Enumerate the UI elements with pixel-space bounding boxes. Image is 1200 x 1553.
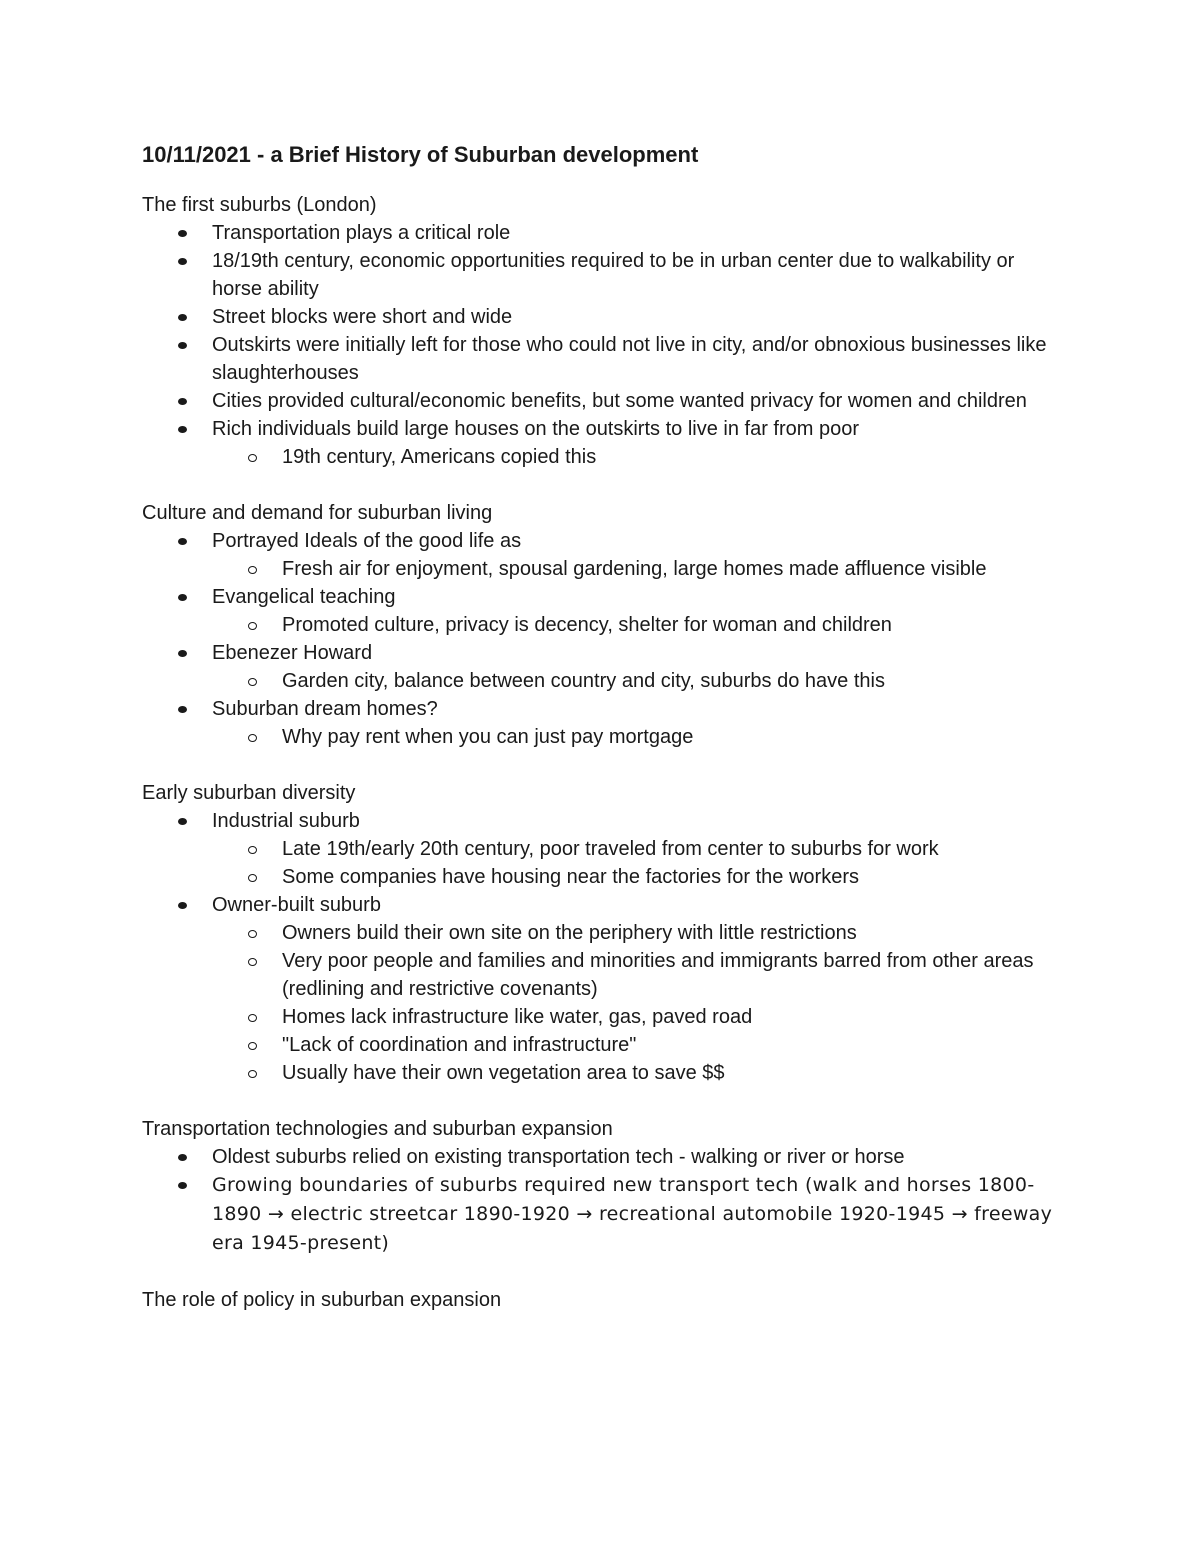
sub-list-item [212,1059,1062,1087]
hollow-bullet-icon [248,1014,257,1022]
list-item [142,695,1062,751]
sub-list-item [212,863,1062,891]
bullet-list [142,807,1062,1087]
bullet-icon [178,818,187,825]
list-item-text: Growing boundaries of suburbs required new transport tech (walk and horses 1800-1890 → electric streetcar 1890-1920 → recreational automobile 1920-1945 → freeway era 1945-present) [212,1174,1053,1254]
list-item-text: Ebenezer Howard [212,642,373,664]
section-heading: Early suburban diversity [142,782,356,804]
bullet-list [142,527,1062,751]
list-item-text: Owner-built suburb [212,894,381,916]
bullet-icon [178,1182,187,1189]
bullet-icon [178,426,187,433]
hollow-bullet-icon [248,846,257,854]
notes-section [142,1115,1062,1258]
sub-list-item [212,1003,1062,1031]
sub-list-item [212,555,1062,583]
sub-list-item-text: Why pay rent when you can just pay mortgage [282,726,694,748]
sub-list-item-text: Some companies have housing near the factories for the workers [282,866,859,888]
sub-list-item [212,723,1062,751]
sub-list-item-text: Promoted culture, privacy is decency, shelter for woman and children [282,614,892,636]
hollow-bullet-icon [248,678,257,686]
list-item [142,387,1062,415]
bullet-icon [178,706,187,713]
list-item-text: Evangelical teaching [212,586,396,608]
sub-list-item-text: Usually have their own vegetation area to save $$ [282,1062,725,1084]
list-item-text: Rich individuals build large houses on the outskirts to live in far from poor [212,418,859,440]
hollow-bullet-icon [248,958,257,966]
list-item [142,527,1062,583]
list-item [142,303,1062,331]
sub-list-item-text: Owners build their own site on the periphery with little restrictions [282,922,857,944]
hollow-bullet-icon [248,566,257,574]
sub-list-item [212,947,1062,1003]
list-item [142,415,1062,471]
list-item-text: Cities provided cultural/economic benefits, but some wanted privacy for women and children [212,390,1027,412]
list-item-text: Outskirts were initially left for those who could not live in city, and/or obnoxious businesses like slaughterhouses [212,334,1047,384]
notes-section [142,499,1062,751]
notes-section [142,779,1062,1087]
notes-section [142,191,1062,471]
sub-list-item-text: Late 19th/early 20th century, poor traveled from center to suburbs for work [282,838,939,860]
list-item-text: Oldest suburbs relied on existing transportation tech - walking or river or horse [212,1146,905,1168]
list-item [142,247,1062,303]
notes-body [142,191,1062,1314]
sub-list-item-text: 19th century, Americans copied this [282,446,597,468]
sub-list-item [212,919,1062,947]
list-item-text: Industrial suburb [212,810,360,832]
section-heading: Transportation technologies and suburban expansion [142,1118,613,1140]
list-item [142,1143,1062,1171]
sub-bullet-list [212,611,1062,639]
bullet-icon [178,398,187,405]
hollow-bullet-icon [248,930,257,938]
document-title: 10/11/2021 - a Brief History of Suburban development [142,142,699,167]
bullet-icon [178,1154,187,1161]
list-item-text: Portrayed Ideals of the good life as [212,530,522,552]
bullet-list [142,219,1062,471]
bullet-icon [178,314,187,321]
sub-bullet-list [212,919,1062,1087]
hollow-bullet-icon [248,454,257,462]
section-heading: Culture and demand for suburban living [142,502,493,524]
sub-list-item-text: "Lack of coordination and infrastructure" [282,1034,637,1056]
sub-bullet-list [212,835,1062,891]
hollow-bullet-icon [248,622,257,630]
bullet-list [142,1143,1062,1258]
sub-bullet-list [212,723,1062,751]
bullet-icon [178,230,187,237]
section-heading: The first suburbs (London) [142,194,377,216]
sub-list-item-text: Garden city, balance between country and city, suburbs do have this [282,670,885,692]
bullet-icon [178,594,187,601]
list-item-text: Street blocks were short and wide [212,306,513,328]
bullet-icon [178,650,187,657]
sub-bullet-list [212,443,1062,471]
sub-list-item [212,443,1062,471]
sub-list-item-text: Fresh air for enjoyment, spousal gardening, large homes made affluence visible [282,558,987,580]
sub-list-item [212,1031,1062,1059]
list-item [142,807,1062,891]
bullet-icon [178,258,187,265]
sub-list-item-text: Very poor people and families and minorities and immigrants barred from other areas (redlining and restrictive covenants) [282,950,1034,1000]
list-item [142,639,1062,695]
bullet-icon [178,342,187,349]
list-item-text: Suburban dream homes? [212,698,438,720]
list-item-text: Transportation plays a critical role [212,222,511,244]
sub-list-item-text: Homes lack infrastructure like water, gas, paved road [282,1006,753,1028]
sub-bullet-list [212,667,1062,695]
section-heading: The role of policy in suburban expansion [142,1289,502,1311]
bullet-icon [178,538,187,545]
sub-bullet-list [212,555,1062,583]
sub-list-item [212,611,1062,639]
list-item-text: 18/19th century, economic opportunities required to be in urban center due to walkability or horse ability [212,250,1015,300]
sub-list-item [212,667,1062,695]
bullet-icon [178,902,187,909]
list-item [142,331,1062,387]
hollow-bullet-icon [248,1070,257,1078]
sub-list-item [212,835,1062,863]
list-item [142,891,1062,1087]
notes-section [142,1286,1062,1314]
hollow-bullet-icon [248,874,257,882]
list-item [142,1171,1062,1258]
list-item [142,583,1062,639]
hollow-bullet-icon [248,1042,257,1050]
list-item [142,219,1062,247]
document-page [142,140,1062,1342]
hollow-bullet-icon [248,734,257,742]
